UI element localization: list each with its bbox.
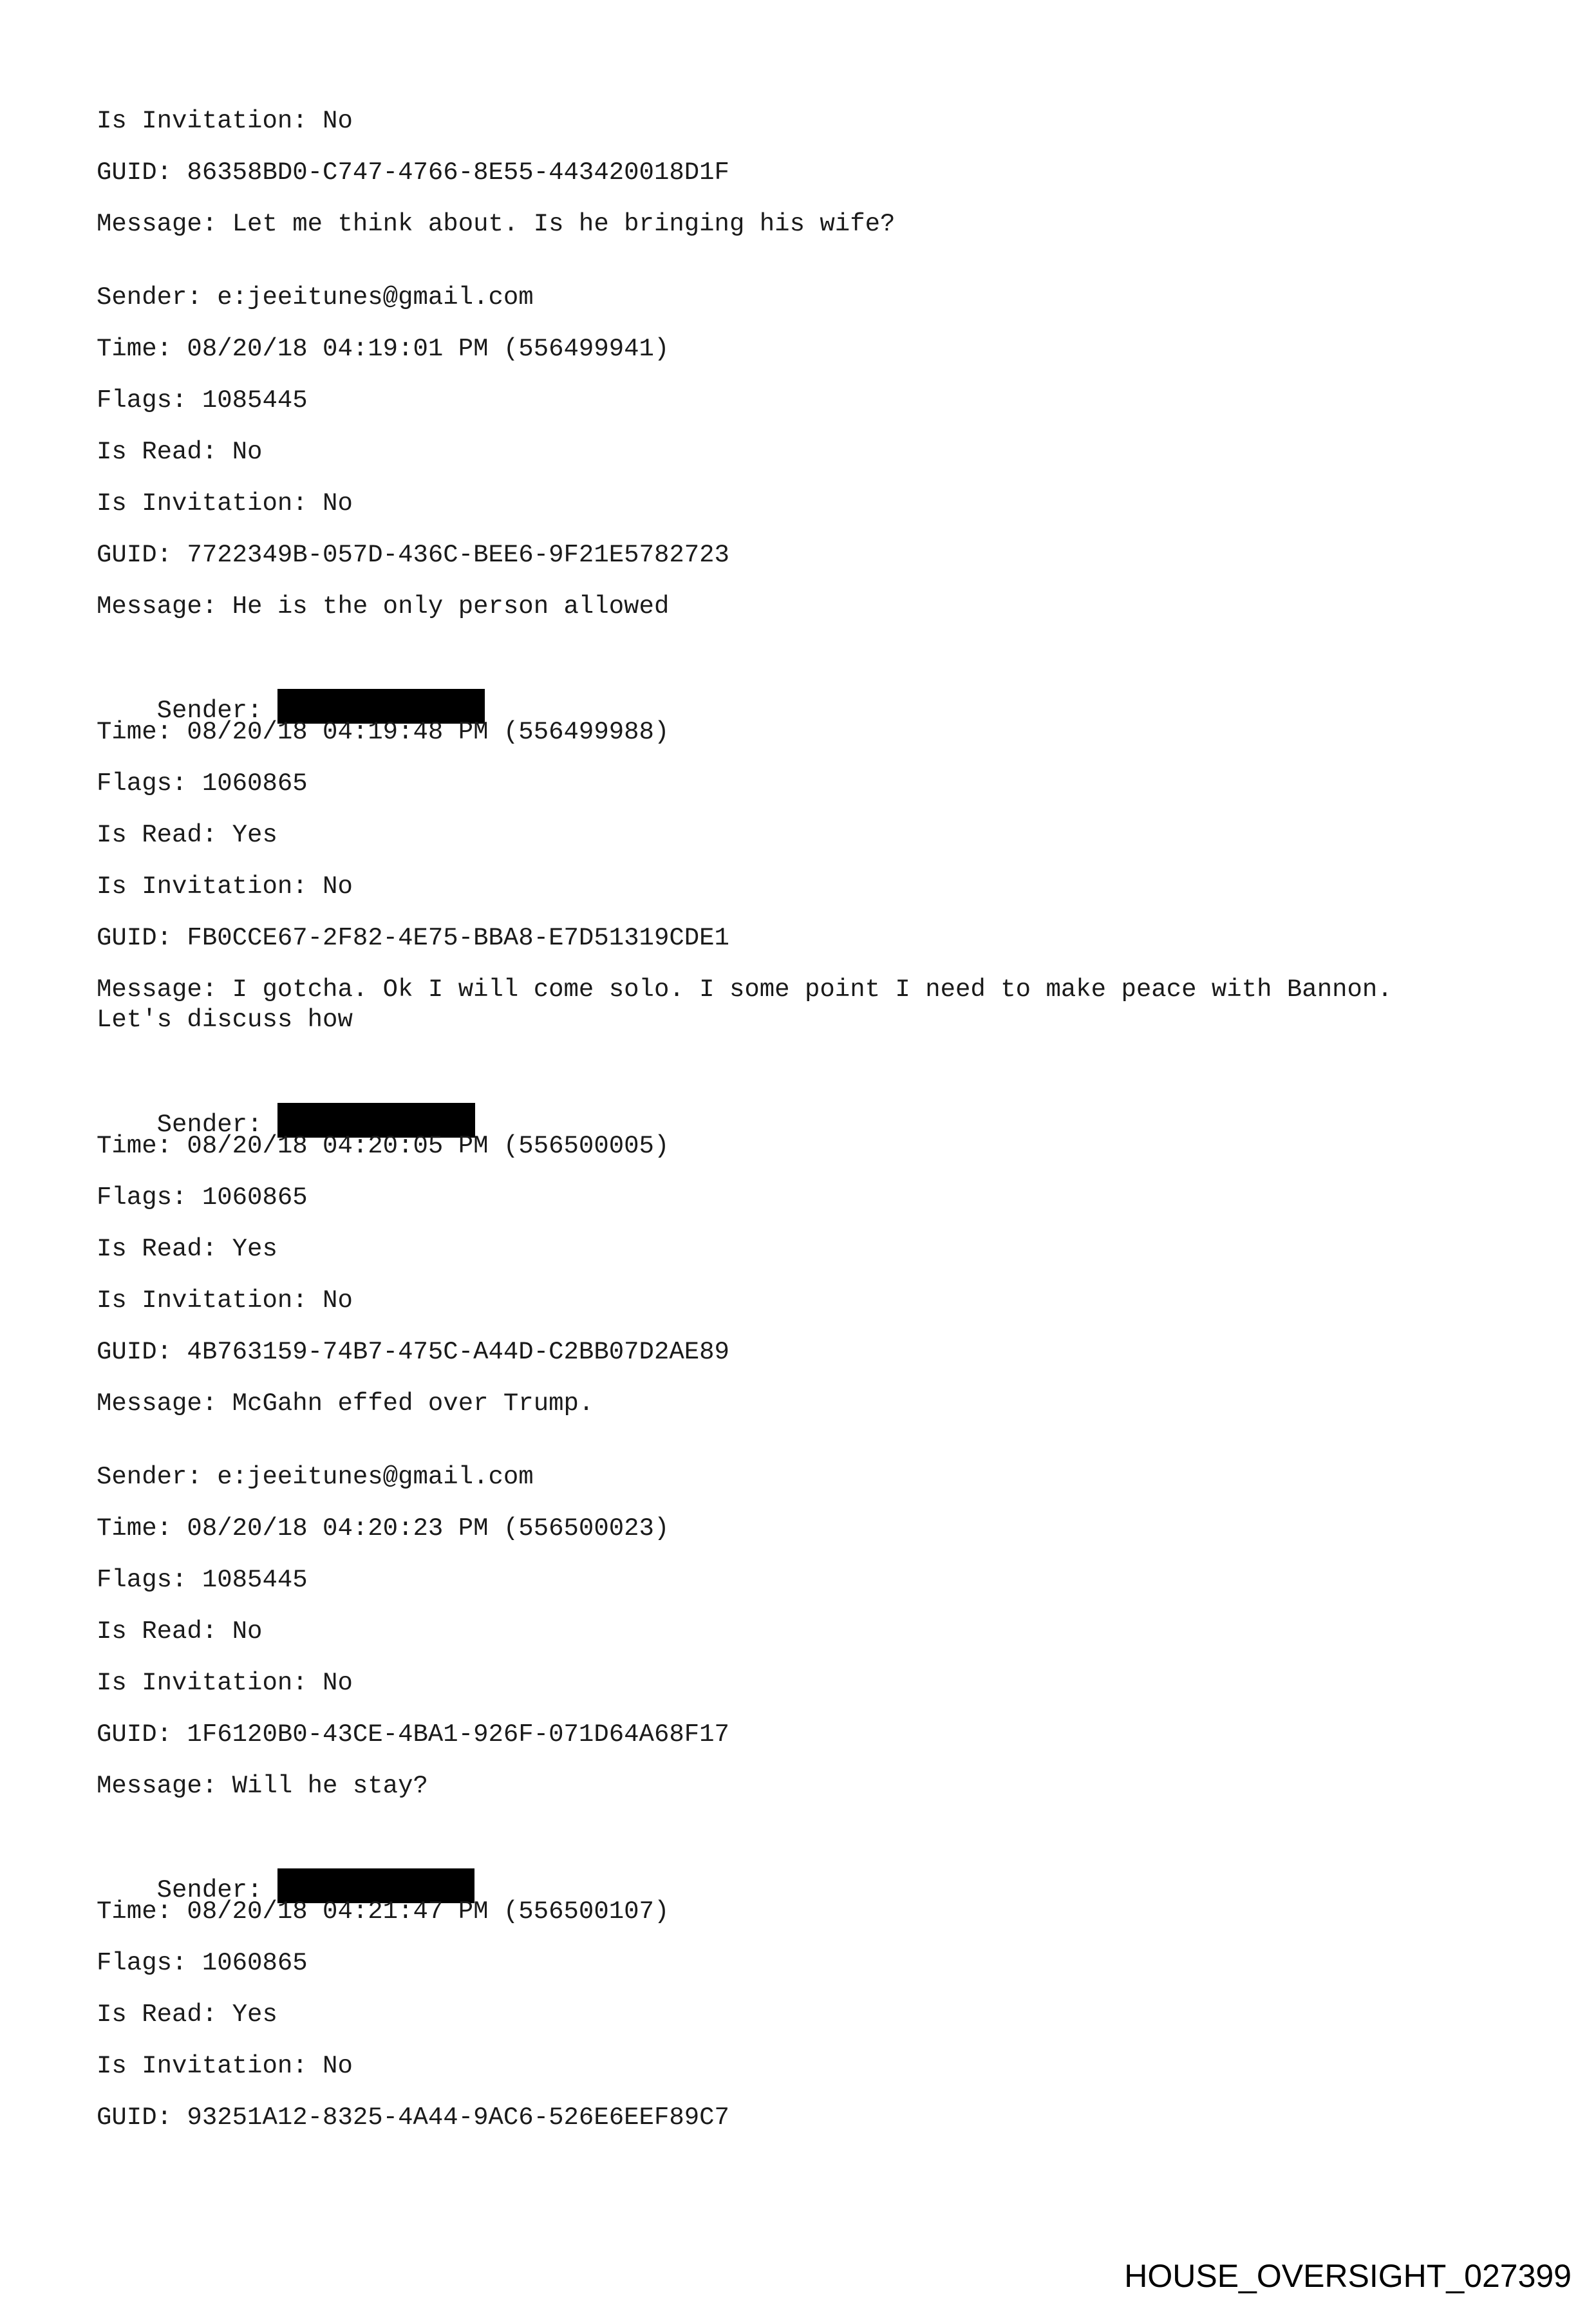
field-guid: GUID: 7722349B-057D-436C-BEE6-9F21E5782723 [97,541,729,569]
field-guid: GUID: 4B763159-74B7-475C-A44D-C2BB07D2AE89 [97,1338,729,1366]
field-flags: Flags: 1060865 [97,1183,308,1212]
field-flags: Flags: 1085445 [97,386,308,415]
field-is-invitation: Is Invitation: No [97,107,353,135]
field-sender: Sender: e:jeeitunes@gmail.com [97,1463,534,1491]
field-is-read: Is Read: Yes [97,821,277,849]
field-sender: Sender: e:jeeitunes@gmail.com [97,283,534,312]
field-flags: Flags: 1060865 [97,769,308,798]
field-message: Message: He is the only person allowed [97,592,670,621]
field-flags: Flags: 1085445 [97,1566,308,1594]
field-sender: Sender: [156,1876,277,1904]
field-is-invitation: Is Invitation: No [97,872,353,901]
field-message: Message: McGahn effed over Trump. [97,1389,594,1418]
field-time: Time: 08/20/18 04:20:05 PM (556500005) [97,1132,670,1160]
field-guid: GUID: 93251A12-8325-4A44-9AC6-526E6EEF89C7 [97,2103,729,2132]
field-guid: GUID: FB0CCE67-2F82-4E75-BBA8-E7D51319CDE1 [97,924,729,952]
field-is-invitation: Is Invitation: No [97,489,353,518]
field-is-invitation: Is Invitation: No [97,1286,353,1315]
field-is-read: Is Read: Yes [97,1235,277,1263]
field-is-invitation: Is Invitation: No [97,1669,353,1697]
field-time: Time: 08/20/18 04:19:48 PM (556499988) [97,718,670,746]
field-is-invitation: Is Invitation: No [97,2052,353,2080]
field-message: Message: I gotcha. Ok I will come solo. I some point I need to make peace with Bannon. [97,975,1393,1004]
field-guid: GUID: 1F6120B0-43CE-4BA1-926F-071D64A68F17 [97,1720,729,1749]
field-is-read: Is Read: No [97,438,263,466]
field-sender: Sender: [156,697,277,725]
field-time: Time: 08/20/18 04:20:23 PM (556500023) [97,1514,670,1543]
field-time: Time: 08/20/18 04:19:01 PM (556499941) [97,335,670,363]
field-guid: GUID: 86358BD0-C747-4766-8E55-443420018D1F [97,158,729,187]
bates-number: HOUSE_OVERSIGHT_027399 [1124,2258,1572,2294]
field-sender: Sender: [156,1111,277,1139]
field-time: Time: 08/20/18 04:21:47 PM (556500107) [97,1897,670,1926]
field-message: Message: Let me think about. Is he bringing his wife? [97,210,896,238]
field-flags: Flags: 1060865 [97,1949,308,1977]
field-is-read: Is Read: Yes [97,2000,277,2029]
field-message: Message: Will he stay? [97,1772,428,1800]
field-is-read: Is Read: No [97,1617,263,1646]
field-message-continuation: Let's discuss how [97,1006,353,1034]
